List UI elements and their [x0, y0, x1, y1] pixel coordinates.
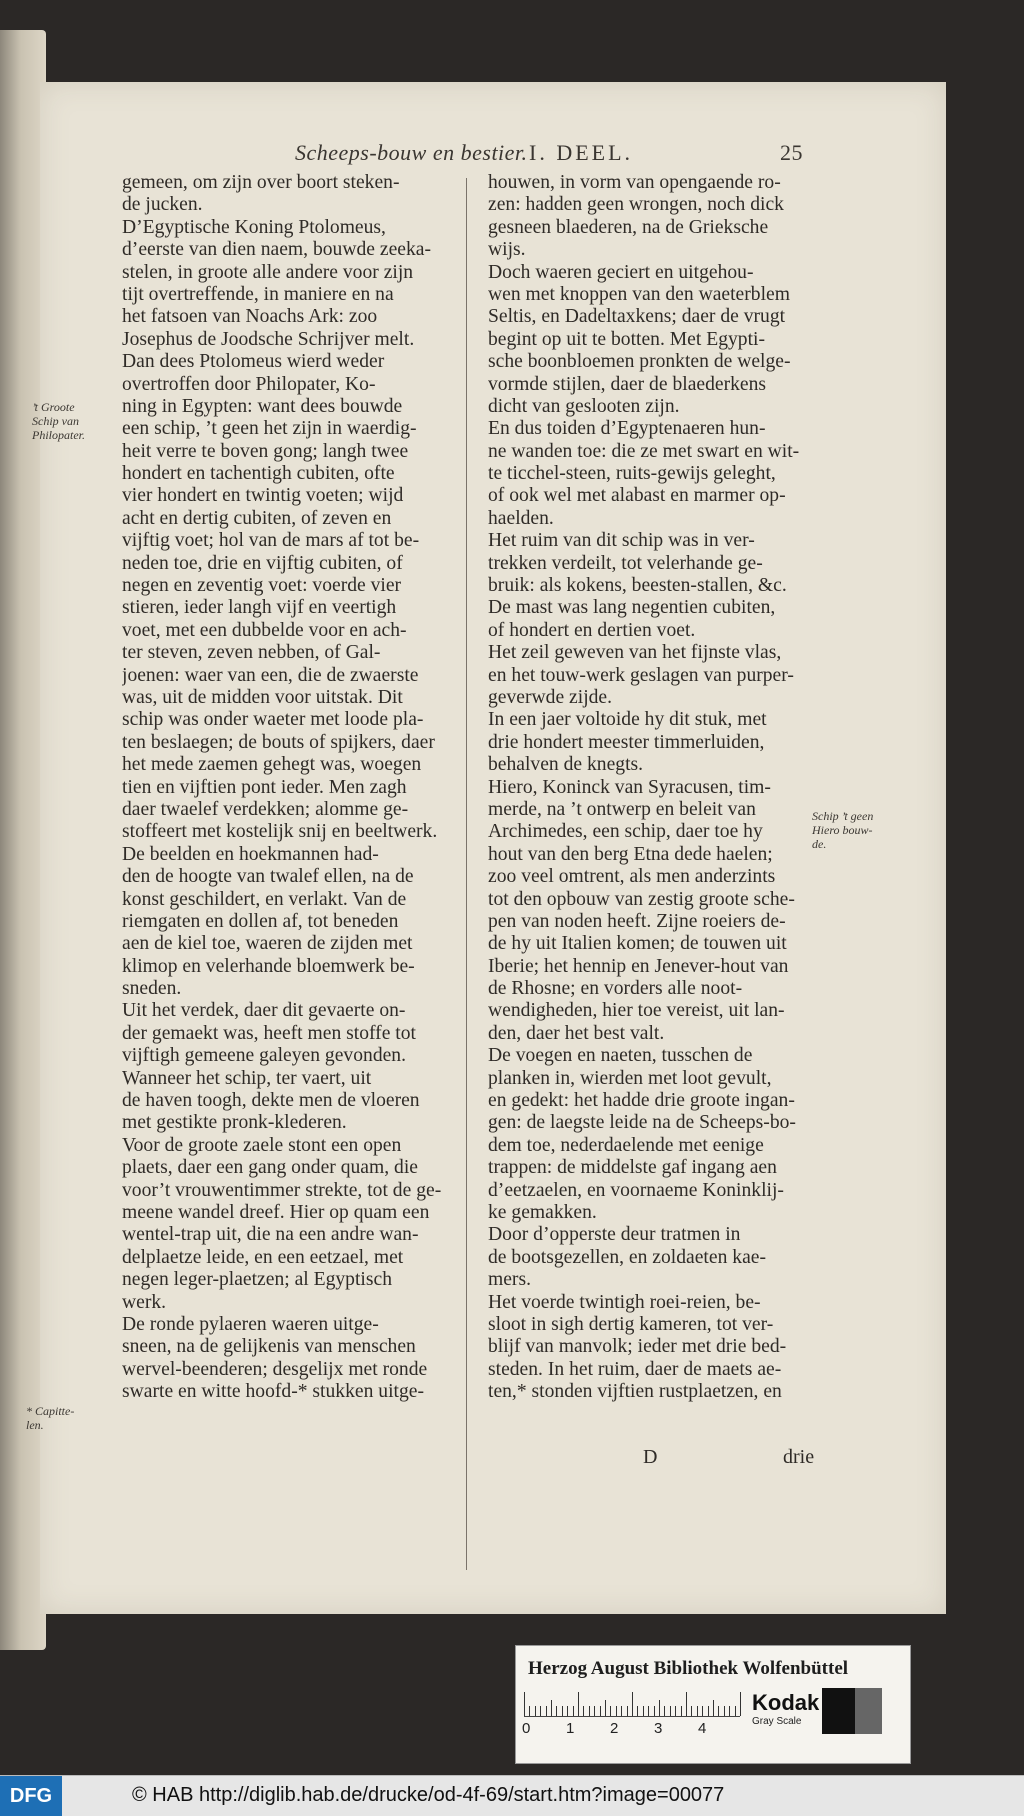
ruler-tick: [718, 1706, 719, 1716]
text-line: meene wandel dreef. Hier op quam een: [122, 1201, 430, 1223]
text-line: bruik: als kokens, beesten-stallen, &c.: [488, 575, 787, 597]
dfg-logo: DFG: [0, 1776, 62, 1816]
text-line: ten,* stonden vijftien rustplaetzen, en: [488, 1381, 782, 1403]
ruler-tick: [583, 1706, 584, 1716]
ruler-tick: [686, 1692, 687, 1716]
ruler-tick: [524, 1692, 525, 1716]
ruler-tick: [643, 1706, 644, 1716]
text-line: voet, met een dubbelde voor en ach-: [122, 619, 407, 641]
ruler-tick: [573, 1706, 574, 1716]
text-line: joenen: waer van een, die de zwaerste: [122, 664, 419, 686]
ruler-number: 4: [698, 1720, 707, 1737]
ruler-tick: [702, 1706, 703, 1716]
text-line: merde, na ’t ontwerp en beleit van: [488, 798, 756, 820]
text-line: stoffeert met kostelijk snij en beeltwerk.: [122, 821, 438, 843]
source-link[interactable]: © HAB http://diglib.hab.de/drucke/od-4f-69/start.htm?image=00077: [132, 1784, 725, 1806]
text-line: klimop en velerhande bloemwerk be-: [122, 955, 415, 977]
text-line: ten beslaegen; de bouts of spijkers, daer: [122, 731, 435, 753]
text-line: gemeen, om zijn over boort steken-: [122, 172, 400, 193]
ruler-number: 0: [522, 1720, 531, 1737]
column-rule: [466, 178, 467, 1570]
text-line: trekken verdeilt, tot velerhande ge-: [488, 552, 763, 574]
text-line: Wanneer het schip, ter vaert, uit: [122, 1067, 372, 1089]
ruler-tick: [670, 1706, 671, 1716]
ruler-tick: [556, 1706, 557, 1716]
text-line: de haven toogh, dekte men de vloeren: [122, 1090, 420, 1112]
text-column-right: [488, 172, 848, 1403]
gray-scale-label: Gray Scale: [752, 1716, 802, 1727]
text-line: daer twaelef verdekken; alomme ge-: [122, 798, 409, 820]
text-line: tijt overtreffende, in maniere en na: [122, 283, 394, 305]
ruler-tick: [724, 1706, 725, 1716]
ruler-tick: [567, 1706, 568, 1716]
ruler-tick: [578, 1692, 579, 1716]
text-line: d’eerste van dien naem, bouwde zeeka-: [122, 239, 431, 261]
text-line: vijftigh gemeene galeyen gevonden.: [122, 1045, 407, 1067]
text-line: len.: [26, 1418, 44, 1432]
text-line: ne wanden toe: die ze met swart en wit-: [488, 440, 800, 462]
text-line: vijftig voet; hol van de mars af tot be-: [122, 530, 420, 552]
text-line: zoo veel omtrent, als men anderzints: [488, 866, 776, 888]
ruler-number: 2: [610, 1720, 619, 1737]
text-line: den de hoogte van twalef ellen, na de: [122, 866, 414, 888]
text-line: de.: [812, 837, 827, 851]
text-line: konst geschildert, en verlakt. Van de: [122, 888, 407, 910]
text-line: de Rhosne; en vorders alle noot-: [488, 978, 743, 1000]
text-line: of hondert en dertien voet.: [488, 619, 696, 641]
text-line: Het voerde twintigh roei-reien, be-: [488, 1291, 761, 1313]
ruler-tick: [713, 1700, 714, 1716]
text-line: planken in, wierden met loot gevult,: [488, 1067, 772, 1089]
text-line: de jucken.: [122, 194, 203, 216]
text-line: der gemaekt was, heeft men stoffe tot: [122, 1022, 416, 1044]
text-line: met gestikte pronk-klederen.: [122, 1112, 347, 1134]
part-title: I. DEEL.: [529, 140, 634, 165]
ruler-tick: [659, 1700, 660, 1716]
text-line: neden toe, drie en vijftig cubiten, of: [122, 552, 403, 574]
text-line: D’Egyptische Koning Ptolomeus,: [122, 216, 386, 238]
text-line: pen van noden heeft. Zijne roeiers de-: [488, 910, 786, 932]
text-line: de bootsgezellen, en zoldaeten kae-: [488, 1246, 766, 1268]
text-line: Archimedes, een schip, daer toe hy: [488, 821, 763, 843]
text-line: overtroffen door Philopater, Ko-: [122, 373, 376, 395]
library-label-card: [515, 1645, 911, 1764]
text-line: De beelden en hoekmannen had-: [122, 843, 379, 865]
text-line: aen de kiel toe, waeren de zijden met: [122, 933, 413, 955]
text-line: Uit het verdek, daer dit gevaerte on-: [122, 1000, 406, 1022]
ruler-tick: [551, 1700, 552, 1716]
ruler-tick: [637, 1706, 638, 1716]
text-line: ’t Groote: [32, 400, 75, 414]
text-line: sneen, na de gelijkenis van menschen: [122, 1336, 416, 1358]
signature-mark: D: [643, 1446, 658, 1468]
ruler-tick: [735, 1706, 736, 1716]
text-line: sche boonbloemen pronkten de welge-: [488, 351, 791, 373]
text-line: Schip van: [32, 414, 79, 428]
text-line: of ook wel met alabast en marmer op-: [488, 485, 786, 507]
text-line: wentel-trap uit, die na een andre wan-: [122, 1224, 419, 1246]
ruler-number: 3: [654, 1720, 663, 1737]
ruler-tick: [740, 1692, 741, 1716]
text-line: De mast was lang negentien cubiten,: [488, 597, 776, 619]
text-line: wendigheden, hier toe vereist, uit lan-: [488, 1000, 785, 1022]
ruler-tick: [681, 1706, 682, 1716]
text-line: Het zeil geweven van het fijnste vlas,: [488, 642, 782, 664]
text-line: drie hondert meester timmerluiden,: [488, 731, 765, 753]
text-line: Philopater.: [32, 428, 85, 442]
text-line: En dus toiden d’Egyptenaeren hun-: [488, 418, 766, 440]
scale-ruler: [524, 1688, 740, 1717]
ruler-tick: [675, 1706, 676, 1716]
text-line: werk.: [122, 1291, 167, 1313]
text-line: wervel-beenderen; desgelijx met ronde: [122, 1358, 428, 1380]
text-line: mers.: [488, 1269, 531, 1291]
text-line: vormde stijlen, daer de blaederkens: [488, 373, 767, 395]
text-line: het fatsoen van Noachs Ark: zoo: [122, 306, 378, 328]
text-line: geverwde zijde.: [488, 686, 613, 708]
ruler-tick: [610, 1706, 611, 1716]
ruler-tick: [697, 1706, 698, 1716]
text-line: * Capitte-: [26, 1404, 75, 1418]
ruler-tick: [664, 1706, 665, 1716]
margin-note-capittelen: [26, 1404, 74, 1432]
text-line: gen: de laegste leide na de Scheeps-bo-: [488, 1112, 796, 1134]
running-head: Scheeps-bouw en bestier.: [295, 140, 528, 165]
ruler-tick: [529, 1706, 530, 1716]
text-line: stelen, in groote alle andere voor zijn: [122, 261, 414, 283]
text-line: sneden.: [122, 978, 182, 1000]
ruler-tick: [540, 1706, 541, 1716]
text-line: ke gemakken.: [488, 1201, 597, 1223]
ruler-tick: [627, 1706, 628, 1716]
text-line: houwen, in vorm van opengaende ro-: [488, 172, 781, 193]
text-line: de hy uit Italien komen; de touwen uit: [488, 933, 787, 955]
text-line: zen: hadden geen wrongen, noch dick: [488, 194, 784, 216]
text-line: acht en dertig cubiten, of zeven en: [122, 507, 392, 529]
text-line: De voegen en naeten, tusschen de: [488, 1045, 753, 1067]
text-line: delplaetze leide, en een eetzael, met: [122, 1246, 404, 1268]
text-line: In een jaer voltoide hy dit stuk, met: [488, 709, 767, 731]
text-line: Hiero, Koninck van Syracusen, tim-: [488, 776, 771, 798]
ruler-tick: [589, 1706, 590, 1716]
ruler-tick: [708, 1706, 709, 1716]
text-line: De ronde pylaeren waeren uitge-: [122, 1313, 379, 1335]
text-line: tot den opbouw van zestig groote sche-: [488, 888, 795, 910]
text-column-left: [122, 172, 492, 1403]
footer-bar: [0, 1775, 1024, 1816]
text-line: Voor de groote zaele stont een open: [122, 1134, 402, 1156]
book-page: [26, 82, 946, 1614]
text-line: ning in Egypten: want dees bouwde: [122, 395, 403, 417]
text-line: behalven de knegts.: [488, 754, 644, 776]
text-line: Doch waeren geciert en uitgehou-: [488, 261, 754, 283]
ruler-tick: [648, 1706, 649, 1716]
text-line: sloot in sigh dertig kameren, tot ver-: [488, 1313, 774, 1335]
kodak-logo: Kodak: [752, 1690, 820, 1715]
ruler-tick: [594, 1706, 595, 1716]
text-line: Hiero bouw-: [812, 823, 873, 837]
ruler-tick: [562, 1706, 563, 1716]
text-line: plaets, daer een gang onder quam, die: [122, 1157, 418, 1179]
ruler-tick: [605, 1700, 606, 1716]
gray-scale-swatch: [822, 1688, 882, 1734]
ruler-tick: [600, 1706, 601, 1716]
text-line: blijf van manvolk; ieder met drie bed-: [488, 1336, 787, 1358]
ruler-tick: [546, 1706, 547, 1716]
margin-note-philopater: [32, 400, 85, 442]
text-line: Iberie; het hennip en Jenever-hout van: [488, 955, 789, 977]
ruler-tick: [621, 1706, 622, 1716]
text-line: tien en vijftien pont ieder. Men zagh: [122, 776, 407, 798]
text-line: negen leger-plaetzen; al Egyptisch: [122, 1269, 392, 1291]
text-line: den, daer het best valt.: [488, 1022, 665, 1044]
text-line: Dan dees Ptolomeus wierd weder: [122, 351, 385, 373]
text-line: d’eetzaelen, en voornaeme Koninklij-: [488, 1179, 784, 1201]
text-line: dem toe, nederdaelende met eenige: [488, 1134, 764, 1156]
text-line: het mede zaemen gehegt was, woegen: [122, 754, 422, 776]
text-line: een schip, ’t geen het zijn in waerdig-: [122, 418, 417, 440]
text-line: heit verre te boven gong; langh twee: [122, 440, 409, 462]
text-line: Seltis, en Dadeltaxkens; daer de vrugt: [488, 306, 786, 328]
text-line: riemgaten en dollen af, tot beneden: [122, 910, 399, 932]
ruler-tick: [616, 1706, 617, 1716]
ruler-tick: [691, 1706, 692, 1716]
text-line: begint op uit te botten. Met Egypti-: [488, 328, 765, 350]
ruler-number: 1: [566, 1720, 575, 1737]
text-line: wen met knoppen van den waeterblem: [488, 283, 790, 305]
text-line: te ticchel-steen, ruits-gewijs geleght,: [488, 463, 776, 485]
catchword: drie: [783, 1446, 815, 1468]
text-line: steden. In het ruim, daer de maets ae-: [488, 1358, 782, 1380]
text-line: Schip ’t geen: [812, 809, 874, 823]
text-line: negen en zeventig voet: voerde vier: [122, 575, 402, 597]
text-line: Het ruim van dit schip was in ver-: [488, 530, 755, 552]
text-line: ter steven, zeven nebben, of Gal-: [122, 642, 381, 664]
text-line: stieren, ieder langh vijf en veertigh: [122, 597, 397, 619]
text-line: wijs.: [488, 239, 526, 261]
text-line: dicht van geslooten zijn.: [488, 395, 680, 417]
text-line: voor’t vrouwentimmer strekte, tot de ge-: [122, 1179, 442, 1201]
text-line: swarte en witte hoofd-* stukken uitge-: [122, 1381, 424, 1403]
ruler-tick: [632, 1692, 633, 1716]
ruler-tick: [654, 1706, 655, 1716]
text-line: vier hondert en twintig voeten; wijd: [122, 485, 404, 507]
text-line: Door d’opperste deur tratmen in: [488, 1224, 741, 1246]
text-line: trappen: de middelste gaf ingang aen: [488, 1157, 777, 1179]
text-line: en het touw-werk geslagen van purper-: [488, 664, 794, 686]
library-name: Herzog August Bibliothek Wolfenbüttel: [528, 1658, 849, 1679]
text-line: en gedekt: het hadde drie groote ingan-: [488, 1090, 795, 1112]
text-line: schip was onder waeter met loode pla-: [122, 709, 424, 731]
text-line: Josephus de Joodsche Schrijver melt.: [122, 328, 415, 350]
text-line: was, uit de midden voor uitstak. Dit: [122, 686, 403, 708]
ruler-tick: [729, 1706, 730, 1716]
text-line: haelden.: [488, 507, 554, 529]
text-line: hondert en tachentigh cubiten, ofte: [122, 463, 395, 485]
text-line: hout van den berg Etna dede haelen;: [488, 843, 773, 865]
text-line: gesneen blaederen, na de Grieksche: [488, 216, 769, 238]
ruler-tick: [535, 1706, 536, 1716]
page-number: 25: [780, 140, 803, 165]
